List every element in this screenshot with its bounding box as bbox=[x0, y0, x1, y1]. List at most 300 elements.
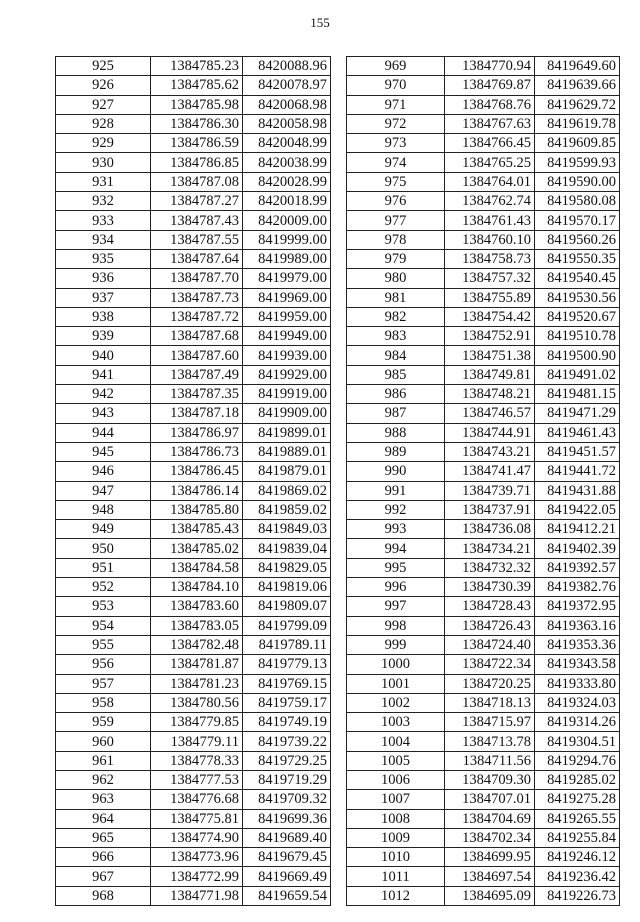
table-row bbox=[56, 57, 331, 76]
x-coordinate-cell: 1384748.21 bbox=[445, 385, 535, 404]
table-row bbox=[347, 57, 620, 76]
x-coordinate-cell: 1384786.59 bbox=[151, 134, 243, 153]
y-coordinate-cell: 8419759.17 bbox=[243, 693, 331, 712]
y-coordinate-cell: 8419829.05 bbox=[243, 558, 331, 577]
y-coordinate-cell: 8419275.28 bbox=[535, 790, 620, 809]
x-coordinate-cell: 1384787.64 bbox=[151, 249, 243, 268]
point-number-cell: 935 bbox=[56, 249, 151, 268]
x-coordinate-cell: 1384711.56 bbox=[445, 751, 535, 770]
table-row bbox=[56, 770, 331, 789]
point-number-cell: 944 bbox=[56, 423, 151, 442]
y-coordinate-cell: 8419629.72 bbox=[535, 95, 620, 114]
point-number-cell: 926 bbox=[56, 76, 151, 95]
table-row bbox=[56, 404, 331, 423]
point-number-cell: 973 bbox=[347, 134, 445, 153]
table-row bbox=[347, 307, 620, 326]
table-row bbox=[347, 288, 620, 307]
table-row bbox=[347, 76, 620, 95]
y-coordinate-cell: 8419659.54 bbox=[243, 886, 331, 905]
point-number-cell: 956 bbox=[56, 655, 151, 674]
table-row bbox=[347, 404, 620, 423]
y-coordinate-cell: 8419461.43 bbox=[535, 423, 620, 442]
y-coordinate-cell: 8419729.25 bbox=[243, 751, 331, 770]
x-coordinate-cell: 1384785.43 bbox=[151, 520, 243, 539]
point-number-cell: 927 bbox=[56, 95, 151, 114]
y-coordinate-cell: 8419769.15 bbox=[243, 674, 331, 693]
table-row bbox=[56, 365, 331, 384]
table-row bbox=[56, 635, 331, 654]
x-coordinate-cell: 1384730.39 bbox=[445, 578, 535, 597]
y-coordinate-cell: 8419491.02 bbox=[535, 365, 620, 384]
y-coordinate-cell: 8419599.93 bbox=[535, 153, 620, 172]
y-coordinate-cell: 8419999.00 bbox=[243, 230, 331, 249]
table-row bbox=[56, 192, 331, 211]
point-number-cell: 995 bbox=[347, 558, 445, 577]
x-coordinate-cell: 1384751.38 bbox=[445, 346, 535, 365]
point-number-cell: 929 bbox=[56, 134, 151, 153]
table-row bbox=[56, 597, 331, 616]
y-coordinate-cell: 8419324.03 bbox=[535, 693, 620, 712]
table-row bbox=[347, 713, 620, 732]
x-coordinate-cell: 1384787.72 bbox=[151, 307, 243, 326]
point-number-cell: 968 bbox=[56, 886, 151, 905]
point-number-cell: 974 bbox=[347, 153, 445, 172]
point-number-cell: 972 bbox=[347, 114, 445, 133]
x-coordinate-cell: 1384785.23 bbox=[151, 57, 243, 76]
x-coordinate-cell: 1384743.21 bbox=[445, 442, 535, 461]
x-coordinate-cell: 1384787.55 bbox=[151, 230, 243, 249]
table-row bbox=[347, 269, 620, 288]
y-coordinate-cell: 8419246.12 bbox=[535, 848, 620, 867]
point-number-cell: 936 bbox=[56, 269, 151, 288]
y-coordinate-cell: 8419649.60 bbox=[535, 57, 620, 76]
point-number-cell: 941 bbox=[56, 365, 151, 384]
table-row bbox=[56, 520, 331, 539]
table-row bbox=[347, 867, 620, 886]
y-coordinate-cell: 8419839.04 bbox=[243, 539, 331, 558]
table-row bbox=[347, 828, 620, 847]
table-row bbox=[56, 269, 331, 288]
x-coordinate-cell: 1384744.91 bbox=[445, 423, 535, 442]
x-coordinate-cell: 1384776.68 bbox=[151, 790, 243, 809]
coordinates-table-right bbox=[346, 56, 620, 906]
x-coordinate-cell: 1384755.89 bbox=[445, 288, 535, 307]
point-number-cell: 970 bbox=[347, 76, 445, 95]
x-coordinate-cell: 1384732.32 bbox=[445, 558, 535, 577]
x-coordinate-cell: 1384787.35 bbox=[151, 385, 243, 404]
point-number-cell: 984 bbox=[347, 346, 445, 365]
x-coordinate-cell: 1384702.34 bbox=[445, 828, 535, 847]
y-coordinate-cell: 8419392.57 bbox=[535, 558, 620, 577]
point-number-cell: 999 bbox=[347, 635, 445, 654]
point-number-cell: 979 bbox=[347, 249, 445, 268]
point-number-cell: 959 bbox=[56, 713, 151, 732]
y-coordinate-cell: 8419959.00 bbox=[243, 307, 331, 326]
y-coordinate-cell: 8419451.57 bbox=[535, 442, 620, 461]
point-number-cell: 997 bbox=[347, 597, 445, 616]
y-coordinate-cell: 8419560.26 bbox=[535, 230, 620, 249]
y-coordinate-cell: 8419550.35 bbox=[535, 249, 620, 268]
table-row bbox=[347, 809, 620, 828]
y-coordinate-cell: 8419441.72 bbox=[535, 462, 620, 481]
x-coordinate-cell: 1384739.71 bbox=[445, 481, 535, 500]
x-coordinate-cell: 1384771.98 bbox=[151, 886, 243, 905]
point-number-cell: 1000 bbox=[347, 655, 445, 674]
point-number-cell: 957 bbox=[56, 674, 151, 693]
x-coordinate-cell: 1384785.62 bbox=[151, 76, 243, 95]
x-coordinate-cell: 1384715.97 bbox=[445, 713, 535, 732]
x-coordinate-cell: 1384779.85 bbox=[151, 713, 243, 732]
y-coordinate-cell: 8419619.78 bbox=[535, 114, 620, 133]
point-number-cell: 1011 bbox=[347, 867, 445, 886]
x-coordinate-cell: 1384749.81 bbox=[445, 365, 535, 384]
x-coordinate-cell: 1384787.73 bbox=[151, 288, 243, 307]
x-coordinate-cell: 1384764.01 bbox=[445, 172, 535, 191]
table-row bbox=[347, 539, 620, 558]
y-coordinate-cell: 8419255.84 bbox=[535, 828, 620, 847]
x-coordinate-cell: 1384736.08 bbox=[445, 520, 535, 539]
y-coordinate-cell: 8419869.02 bbox=[243, 481, 331, 500]
page-number: 155 bbox=[310, 15, 330, 30]
y-coordinate-cell: 8420028.99 bbox=[243, 172, 331, 191]
x-coordinate-cell: 1384777.53 bbox=[151, 770, 243, 789]
x-coordinate-cell: 1384699.95 bbox=[445, 848, 535, 867]
x-coordinate-cell: 1384783.05 bbox=[151, 616, 243, 635]
point-number-cell: 939 bbox=[56, 327, 151, 346]
table-row bbox=[347, 597, 620, 616]
table-row bbox=[56, 828, 331, 847]
x-coordinate-cell: 1384784.58 bbox=[151, 558, 243, 577]
table-row bbox=[347, 635, 620, 654]
y-coordinate-cell: 8420078.97 bbox=[243, 76, 331, 95]
coordinates-table-right-body bbox=[347, 57, 620, 906]
y-coordinate-cell: 8419570.17 bbox=[535, 211, 620, 230]
y-coordinate-cell: 8419799.09 bbox=[243, 616, 331, 635]
point-number-cell: 965 bbox=[56, 828, 151, 847]
y-coordinate-cell: 8419949.00 bbox=[243, 327, 331, 346]
y-coordinate-cell: 8419481.15 bbox=[535, 385, 620, 404]
y-coordinate-cell: 8419422.05 bbox=[535, 500, 620, 519]
point-number-cell: 963 bbox=[56, 790, 151, 809]
x-coordinate-cell: 1384785.98 bbox=[151, 95, 243, 114]
table-row bbox=[56, 790, 331, 809]
table-row bbox=[347, 211, 620, 230]
table-row bbox=[347, 365, 620, 384]
x-coordinate-cell: 1384780.56 bbox=[151, 693, 243, 712]
y-coordinate-cell: 8419859.02 bbox=[243, 500, 331, 519]
y-coordinate-cell: 8419520.67 bbox=[535, 307, 620, 326]
x-coordinate-cell: 1384786.85 bbox=[151, 153, 243, 172]
point-number-cell: 928 bbox=[56, 114, 151, 133]
point-number-cell: 969 bbox=[347, 57, 445, 76]
y-coordinate-cell: 8419969.00 bbox=[243, 288, 331, 307]
table-row bbox=[56, 693, 331, 712]
y-coordinate-cell: 8419939.00 bbox=[243, 346, 331, 365]
x-coordinate-cell: 1384728.43 bbox=[445, 597, 535, 616]
table-row bbox=[347, 848, 620, 867]
table-row bbox=[56, 539, 331, 558]
point-number-cell: 954 bbox=[56, 616, 151, 635]
coordinates-table-left bbox=[55, 56, 331, 906]
x-coordinate-cell: 1384709.30 bbox=[445, 770, 535, 789]
x-coordinate-cell: 1384697.54 bbox=[445, 867, 535, 886]
x-coordinate-cell: 1384781.87 bbox=[151, 655, 243, 674]
point-number-cell: 990 bbox=[347, 462, 445, 481]
table-row bbox=[56, 867, 331, 886]
point-number-cell: 967 bbox=[56, 867, 151, 886]
point-number-cell: 947 bbox=[56, 481, 151, 500]
y-coordinate-cell: 8419749.19 bbox=[243, 713, 331, 732]
x-coordinate-cell: 1384722.34 bbox=[445, 655, 535, 674]
table-row bbox=[347, 327, 620, 346]
point-number-cell: 938 bbox=[56, 307, 151, 326]
table-row bbox=[347, 423, 620, 442]
table-row bbox=[56, 442, 331, 461]
table-row bbox=[56, 848, 331, 867]
y-coordinate-cell: 8419909.00 bbox=[243, 404, 331, 423]
y-coordinate-cell: 8419580.08 bbox=[535, 192, 620, 211]
y-coordinate-cell: 8419510.78 bbox=[535, 327, 620, 346]
table-row bbox=[347, 114, 620, 133]
table-row bbox=[347, 578, 620, 597]
table-row bbox=[56, 674, 331, 693]
table-row bbox=[347, 732, 620, 751]
y-coordinate-cell: 8419639.66 bbox=[535, 76, 620, 95]
x-coordinate-cell: 1384758.73 bbox=[445, 249, 535, 268]
table-row bbox=[347, 520, 620, 539]
point-number-cell: 981 bbox=[347, 288, 445, 307]
point-number-cell: 975 bbox=[347, 172, 445, 191]
point-number-cell: 964 bbox=[56, 809, 151, 828]
point-number-cell: 925 bbox=[56, 57, 151, 76]
x-coordinate-cell: 1384752.91 bbox=[445, 327, 535, 346]
x-coordinate-cell: 1384760.10 bbox=[445, 230, 535, 249]
table-row bbox=[347, 192, 620, 211]
y-coordinate-cell: 8419779.13 bbox=[243, 655, 331, 674]
table-row bbox=[56, 134, 331, 153]
y-coordinate-cell: 8419919.00 bbox=[243, 385, 331, 404]
table-row bbox=[56, 327, 331, 346]
y-coordinate-cell: 8419333.80 bbox=[535, 674, 620, 693]
x-coordinate-cell: 1384768.76 bbox=[445, 95, 535, 114]
table-row bbox=[56, 809, 331, 828]
x-coordinate-cell: 1384704.69 bbox=[445, 809, 535, 828]
x-coordinate-cell: 1384787.60 bbox=[151, 346, 243, 365]
x-coordinate-cell: 1384695.09 bbox=[445, 886, 535, 905]
x-coordinate-cell: 1384718.13 bbox=[445, 693, 535, 712]
table-row bbox=[347, 134, 620, 153]
point-number-cell: 948 bbox=[56, 500, 151, 519]
x-coordinate-cell: 1384786.30 bbox=[151, 114, 243, 133]
y-coordinate-cell: 8419609.85 bbox=[535, 134, 620, 153]
y-coordinate-cell: 8419979.00 bbox=[243, 269, 331, 288]
table-row bbox=[56, 616, 331, 635]
y-coordinate-cell: 8419849.03 bbox=[243, 520, 331, 539]
x-coordinate-cell: 1384786.97 bbox=[151, 423, 243, 442]
y-coordinate-cell: 8419471.29 bbox=[535, 404, 620, 423]
point-number-cell: 987 bbox=[347, 404, 445, 423]
table-row bbox=[347, 751, 620, 770]
x-coordinate-cell: 1384737.91 bbox=[445, 500, 535, 519]
table-row bbox=[347, 770, 620, 789]
table-row bbox=[56, 288, 331, 307]
y-coordinate-cell: 8420038.99 bbox=[243, 153, 331, 172]
y-coordinate-cell: 8419739.22 bbox=[243, 732, 331, 751]
point-number-cell: 976 bbox=[347, 192, 445, 211]
y-coordinate-cell: 8419709.32 bbox=[243, 790, 331, 809]
table-row bbox=[56, 230, 331, 249]
point-number-cell: 958 bbox=[56, 693, 151, 712]
table-row bbox=[56, 751, 331, 770]
y-coordinate-cell: 8419294.76 bbox=[535, 751, 620, 770]
table-row bbox=[347, 442, 620, 461]
table-row bbox=[56, 655, 331, 674]
point-number-cell: 940 bbox=[56, 346, 151, 365]
coordinates-table-left-body bbox=[56, 57, 331, 906]
point-number-cell: 955 bbox=[56, 635, 151, 654]
point-number-cell: 1009 bbox=[347, 828, 445, 847]
point-number-cell: 953 bbox=[56, 597, 151, 616]
y-coordinate-cell: 8419819.06 bbox=[243, 578, 331, 597]
table-row bbox=[56, 500, 331, 519]
x-coordinate-cell: 1384720.25 bbox=[445, 674, 535, 693]
y-coordinate-cell: 8419226.73 bbox=[535, 886, 620, 905]
point-number-cell: 961 bbox=[56, 751, 151, 770]
point-number-cell: 962 bbox=[56, 770, 151, 789]
x-coordinate-cell: 1384773.96 bbox=[151, 848, 243, 867]
table-row bbox=[56, 558, 331, 577]
x-coordinate-cell: 1384762.74 bbox=[445, 192, 535, 211]
x-coordinate-cell: 1384767.63 bbox=[445, 114, 535, 133]
y-coordinate-cell: 8419285.02 bbox=[535, 770, 620, 789]
y-coordinate-cell: 8419372.95 bbox=[535, 597, 620, 616]
y-coordinate-cell: 8419412.21 bbox=[535, 520, 620, 539]
table-row bbox=[347, 153, 620, 172]
point-number-cell: 1004 bbox=[347, 732, 445, 751]
point-number-cell: 933 bbox=[56, 211, 151, 230]
table-row bbox=[347, 230, 620, 249]
x-coordinate-cell: 1384787.68 bbox=[151, 327, 243, 346]
x-coordinate-cell: 1384734.21 bbox=[445, 539, 535, 558]
x-coordinate-cell: 1384746.57 bbox=[445, 404, 535, 423]
x-coordinate-cell: 1384787.27 bbox=[151, 192, 243, 211]
table-row bbox=[56, 153, 331, 172]
table-row bbox=[56, 385, 331, 404]
point-number-cell: 1002 bbox=[347, 693, 445, 712]
point-number-cell: 986 bbox=[347, 385, 445, 404]
point-number-cell: 982 bbox=[347, 307, 445, 326]
table-row bbox=[56, 95, 331, 114]
point-number-cell: 978 bbox=[347, 230, 445, 249]
y-coordinate-cell: 8420058.98 bbox=[243, 114, 331, 133]
x-coordinate-cell: 1384726.43 bbox=[445, 616, 535, 635]
x-coordinate-cell: 1384787.08 bbox=[151, 172, 243, 191]
point-number-cell: 1008 bbox=[347, 809, 445, 828]
x-coordinate-cell: 1384766.45 bbox=[445, 134, 535, 153]
point-number-cell: 946 bbox=[56, 462, 151, 481]
point-number-cell: 1005 bbox=[347, 751, 445, 770]
x-coordinate-cell: 1384775.81 bbox=[151, 809, 243, 828]
y-coordinate-cell: 8419699.36 bbox=[243, 809, 331, 828]
point-number-cell: 966 bbox=[56, 848, 151, 867]
x-coordinate-cell: 1384761.43 bbox=[445, 211, 535, 230]
point-number-cell: 943 bbox=[56, 404, 151, 423]
table-row bbox=[56, 346, 331, 365]
point-number-cell: 971 bbox=[347, 95, 445, 114]
y-coordinate-cell: 8419679.45 bbox=[243, 848, 331, 867]
y-coordinate-cell: 8419236.42 bbox=[535, 867, 620, 886]
y-coordinate-cell: 8419353.36 bbox=[535, 635, 620, 654]
y-coordinate-cell: 8419689.40 bbox=[243, 828, 331, 847]
y-coordinate-cell: 8419719.29 bbox=[243, 770, 331, 789]
y-coordinate-cell: 8419314.26 bbox=[535, 713, 620, 732]
point-number-cell: 992 bbox=[347, 500, 445, 519]
table-row bbox=[347, 172, 620, 191]
point-number-cell: 931 bbox=[56, 172, 151, 191]
point-number-cell: 1007 bbox=[347, 790, 445, 809]
table-row bbox=[56, 423, 331, 442]
point-number-cell: 983 bbox=[347, 327, 445, 346]
point-number-cell: 1012 bbox=[347, 886, 445, 905]
table-row bbox=[347, 500, 620, 519]
point-number-cell: 937 bbox=[56, 288, 151, 307]
x-coordinate-cell: 1384724.40 bbox=[445, 635, 535, 654]
y-coordinate-cell: 8419989.00 bbox=[243, 249, 331, 268]
x-coordinate-cell: 1384787.43 bbox=[151, 211, 243, 230]
table-row bbox=[56, 307, 331, 326]
y-coordinate-cell: 8419809.07 bbox=[243, 597, 331, 616]
x-coordinate-cell: 1384787.49 bbox=[151, 365, 243, 384]
point-number-cell: 989 bbox=[347, 442, 445, 461]
x-coordinate-cell: 1384757.32 bbox=[445, 269, 535, 288]
point-number-cell: 991 bbox=[347, 481, 445, 500]
y-coordinate-cell: 8420018.99 bbox=[243, 192, 331, 211]
point-number-cell: 994 bbox=[347, 539, 445, 558]
point-number-cell: 950 bbox=[56, 539, 151, 558]
point-number-cell: 993 bbox=[347, 520, 445, 539]
table-row bbox=[56, 172, 331, 191]
table-row bbox=[56, 578, 331, 597]
y-coordinate-cell: 8419500.90 bbox=[535, 346, 620, 365]
x-coordinate-cell: 1384779.11 bbox=[151, 732, 243, 751]
x-coordinate-cell: 1384785.80 bbox=[151, 500, 243, 519]
table-row bbox=[347, 655, 620, 674]
table-row bbox=[347, 558, 620, 577]
y-coordinate-cell: 8419929.00 bbox=[243, 365, 331, 384]
point-number-cell: 1001 bbox=[347, 674, 445, 693]
point-number-cell: 951 bbox=[56, 558, 151, 577]
table-row bbox=[56, 886, 331, 905]
point-number-cell: 998 bbox=[347, 616, 445, 635]
table-row bbox=[56, 211, 331, 230]
table-row bbox=[347, 95, 620, 114]
point-number-cell: 942 bbox=[56, 385, 151, 404]
table-row bbox=[56, 713, 331, 732]
y-coordinate-cell: 8419265.55 bbox=[535, 809, 620, 828]
point-number-cell: 960 bbox=[56, 732, 151, 751]
table-row bbox=[56, 462, 331, 481]
x-coordinate-cell: 1384741.47 bbox=[445, 462, 535, 481]
x-coordinate-cell: 1384713.78 bbox=[445, 732, 535, 751]
table-row bbox=[56, 76, 331, 95]
point-number-cell: 996 bbox=[347, 578, 445, 597]
table-row bbox=[56, 732, 331, 751]
y-coordinate-cell: 8419540.45 bbox=[535, 269, 620, 288]
x-coordinate-cell: 1384786.73 bbox=[151, 442, 243, 461]
x-coordinate-cell: 1384784.10 bbox=[151, 578, 243, 597]
x-coordinate-cell: 1384786.14 bbox=[151, 481, 243, 500]
table-row bbox=[56, 481, 331, 500]
